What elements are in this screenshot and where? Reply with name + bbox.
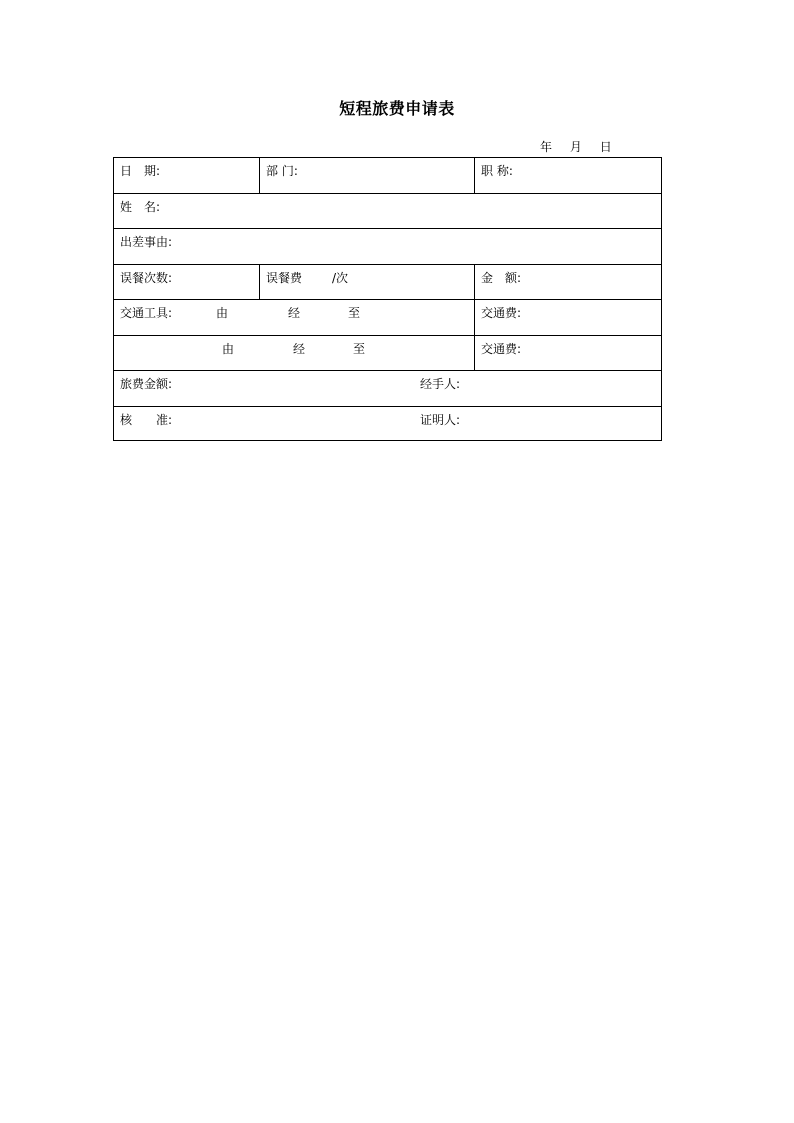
name-label: 姓 名:	[120, 200, 161, 214]
form-row-transport-2	[114, 336, 661, 371]
route-via-label: 经	[293, 342, 306, 356]
date-day-label: 日	[599, 140, 612, 154]
handler-label: 经手人:	[420, 377, 461, 391]
travel-amount-cell[interactable]	[114, 371, 414, 406]
transport-fee-label: 交通费:	[481, 306, 522, 320]
date-month-label: 月	[569, 140, 582, 154]
form-row-travel-amount	[114, 371, 661, 407]
meal-amount-label: 金 额:	[481, 271, 522, 285]
position-cell[interactable]	[474, 158, 663, 193]
route-to-label: 至	[353, 342, 366, 356]
transport-fee-cell-2[interactable]	[474, 336, 663, 370]
route-from-label: 由	[216, 306, 229, 320]
travel-amount-label: 旅费金额:	[120, 377, 173, 391]
meal-count-label: 误餐次数:	[120, 271, 173, 285]
per-time-label: /次	[332, 271, 349, 285]
form-row-transport-1	[114, 300, 661, 336]
transport-fee-label: 交通费:	[481, 342, 522, 356]
transport-route-cell-2[interactable]	[114, 336, 474, 370]
form-row-basic-info	[114, 158, 661, 194]
date-label: 日 期:	[120, 164, 161, 178]
expense-form-table	[113, 157, 662, 441]
form-row-reason	[114, 229, 661, 265]
meal-count-cell[interactable]	[114, 265, 259, 299]
reason-label: 出差事由:	[120, 235, 173, 249]
meal-amount-cell[interactable]	[474, 265, 663, 299]
transport-tool-label: 交通工具:	[120, 306, 173, 320]
position-label: 职 称:	[481, 164, 513, 178]
handler-cell[interactable]	[414, 371, 663, 406]
route-to-label: 至	[348, 306, 361, 320]
approve-label: 核 准:	[120, 413, 173, 427]
transport-fee-cell-1[interactable]	[474, 300, 663, 335]
date-line	[540, 138, 612, 155]
date-cell[interactable]	[114, 158, 259, 193]
route-via-label: 经	[288, 306, 301, 320]
form-row-meals	[114, 265, 661, 300]
reason-cell[interactable]	[114, 229, 661, 264]
form-row-name	[114, 194, 661, 229]
meal-fee-cell[interactable]	[259, 265, 474, 299]
witness-cell[interactable]	[414, 407, 663, 442]
department-cell[interactable]	[259, 158, 474, 193]
name-cell[interactable]	[114, 194, 661, 228]
form-row-approval	[114, 407, 661, 442]
date-year-label: 年	[540, 140, 553, 154]
approve-cell[interactable]	[114, 407, 414, 442]
transport-route-cell-1[interactable]	[114, 300, 474, 335]
witness-label: 证明人:	[420, 413, 461, 427]
department-label: 部 门:	[266, 164, 298, 178]
meal-fee-label: 误餐费	[266, 271, 303, 285]
route-from-label: 由	[222, 342, 235, 356]
form-title: 短程旅费申请表	[339, 99, 455, 118]
